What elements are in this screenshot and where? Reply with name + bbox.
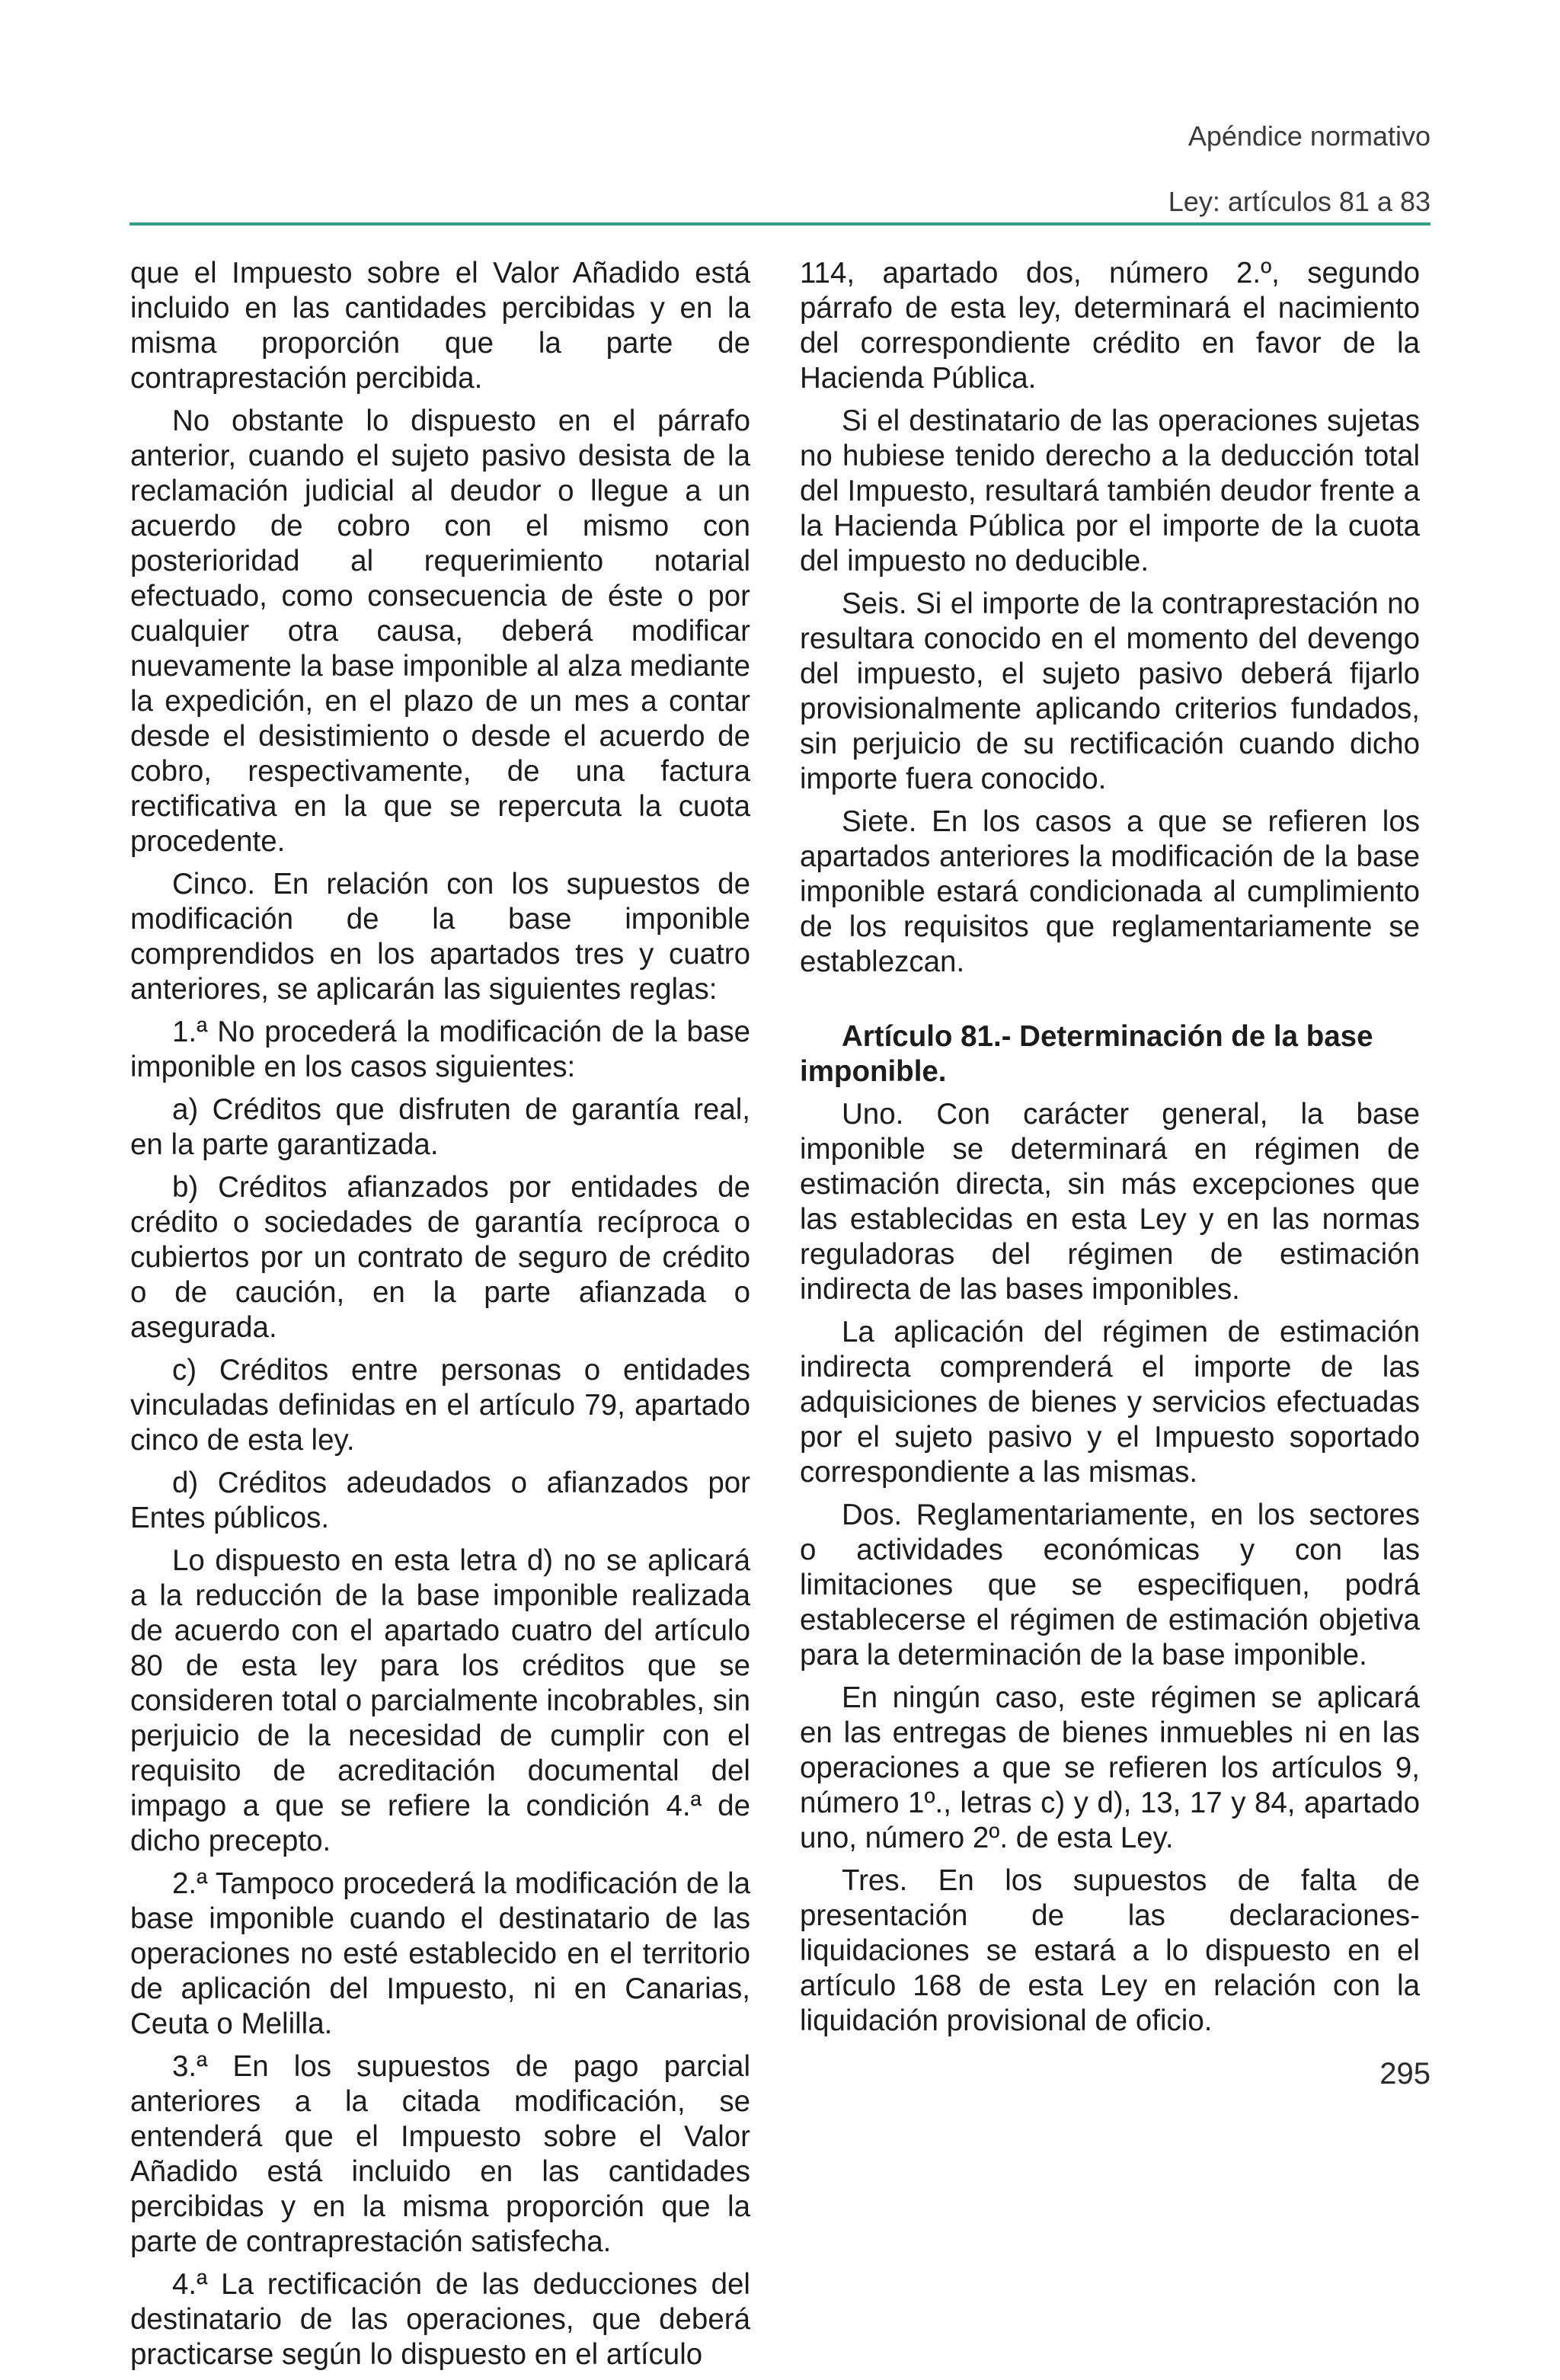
paragraph: Seis. Si el importe de la contraprestación no resultara conocido en el momento del devengo del impuesto, el sujeto pasivo deberá fijarlo provisionalmente aplicando criterios fundados, sin perjuicio de su rectificación cuando dicho importe fuera conocido. <box>800 587 1420 795</box>
paragraph: No obstante lo dispuesto en el párrafo anterior, cuando el sujeto pasivo desista de la reclamación judicial al deudor o llegue a un acuerdo de cobro con el mismo con posterioridad al requerimiento notarial efectuado, como consecuencia de éste o por cualquier otra causa, deberá modificar nuevamente la base imponible al alza mediante la expedición, en el plazo de un mes a contar desde el desistimiento o desde el acuerdo de cobro, respectivamente, de una factura rectificativa en la que se repercuta la cuota procedente. <box>130 405 750 858</box>
paragraph: Siete. En los casos a que se refieren los apartados anteriores la modificación de la base imponible estará condicionada al cumplimiento de los requisitos que reglamentariamente se establezcan. <box>800 805 1420 978</box>
running-header-subsection: Ley: artículos 81 a 83 <box>1168 186 1431 217</box>
paragraph: 2.ª Tampoco procederá la modificación de la base imponible cuando el destinatario de las operaciones no esté establecido en el territorio de aplicación del Impuesto, ni en Canarias, Ceuta o Melilla. <box>130 1867 750 2040</box>
paragraph: 1.ª No procederá la modificación de la base imponible en los casos siguientes: <box>130 1016 750 1083</box>
left-column <box>130 256 750 2380</box>
paragraph: que el Impuesto sobre el Valor Añadido está incluido en las cantidades percibidas y en la misma proporción que la parte de contraprestación percibida. <box>130 257 750 395</box>
paragraph: Tres. En los supuestos de falta de presentación de las declaraciones-liquidaciones se estará a lo dispuesto en el artículo 168 de esta Ley en relación con la liquidación provisional de oficio. <box>800 1864 1420 2037</box>
paragraph: a) Créditos que disfruten de garantía real, en la parte garantizada. <box>130 1093 750 1161</box>
paragraph: Uno. Con carácter general, la base imponible se determinará en régimen de estimación directa, sin más excepciones que las establecidas en esta Ley y en las normas reguladoras del régimen de estimación indirecta de las bases imponibles. <box>800 1098 1420 1306</box>
right-column <box>800 256 1420 2046</box>
running-header-section: Apéndice normativo <box>1188 120 1431 152</box>
paragraph: Cinco. En relación con los supuestos de modificación de la base imponible comprendidos en los apartados tres y cuatro anteriores, se aplicarán las siguientes reglas: <box>130 868 750 1006</box>
page-number: 295 <box>1379 2057 1431 2090</box>
paragraph: c) Créditos entre personas o entidades vinculadas definidas en el artículo 79, apartado cinco de esta ley. <box>130 1354 750 1457</box>
paragraph: b) Créditos afianzados por entidades de crédito o sociedades de garantía recíproca o cubiertos por un contrato de seguro de crédito o de caución, en la parte afianzada o asegurada. <box>130 1171 750 1344</box>
paragraph: En ningún caso, este régimen se aplicará en las entregas de bienes inmuebles ni en las operaciones a que se refieren los artículos 9, número 1º., letras c) y d), 13, 17 y 84, apartado uno, número 2º. de esta Ley. <box>800 1681 1420 1854</box>
article-heading: Artículo 81.- Determinación de la base imponible. <box>800 1020 1373 1088</box>
paragraph: d) Créditos adeudados o afianzados por Entes públicos. <box>130 1467 750 1534</box>
paragraph: 4.ª La rectificación de las deducciones del destinatario de las operaciones, que deberá practicarse según lo dispuesto en el artículo <box>130 2268 750 2371</box>
paragraph: Dos. Reglamentariamente, en los sectores o actividades económicas y con las limitaciones que se especifiquen, podrá establecerse el régimen de estimación objetiva para la determinación de la base imponible. <box>800 1499 1420 1671</box>
paragraph: Lo dispuesto en esta letra d) no se aplicará a la reducción de la base imponible realizada de acuerdo con el apartado cuatro del artículo 80 de esta ley para los créditos que se consideren total o parcialmente incobrables, sin perjuicio de la necesidad de cumplir con el requisito de acreditación documental del impago a que se refiere la condición 4.ª de dicho precepto. <box>130 1544 750 1857</box>
paragraph: Si el destinatario de las operaciones sujetas no hubiese tenido derecho a la deducción total del Impuesto, resultará también deudor frente a la Hacienda Pública por el importe de la cuota del impuesto no deducible. <box>800 405 1420 577</box>
header-divider <box>129 222 1431 226</box>
paragraph: 114, apartado dos, número 2.º, segundo párrafo de esta ley, determinará el nacimiento del correspondiente crédito en favor de la Hacienda Pública. <box>800 257 1420 395</box>
paragraph: 3.ª En los supuestos de pago parcial anteriores a la citada modificación, se entenderá que el Impuesto sobre el Valor Añadido está incluido en las cantidades percibidas y en la misma proporción que la parte de contraprestación satisfecha. <box>130 2050 750 2258</box>
paragraph: La aplicación del régimen de estimación indirecta comprenderá el importe de las adquisiciones de bienes y servicios efectuadas por el sujeto pasivo y el Impuesto soportado correspondiente a las mismas. <box>800 1316 1420 1489</box>
